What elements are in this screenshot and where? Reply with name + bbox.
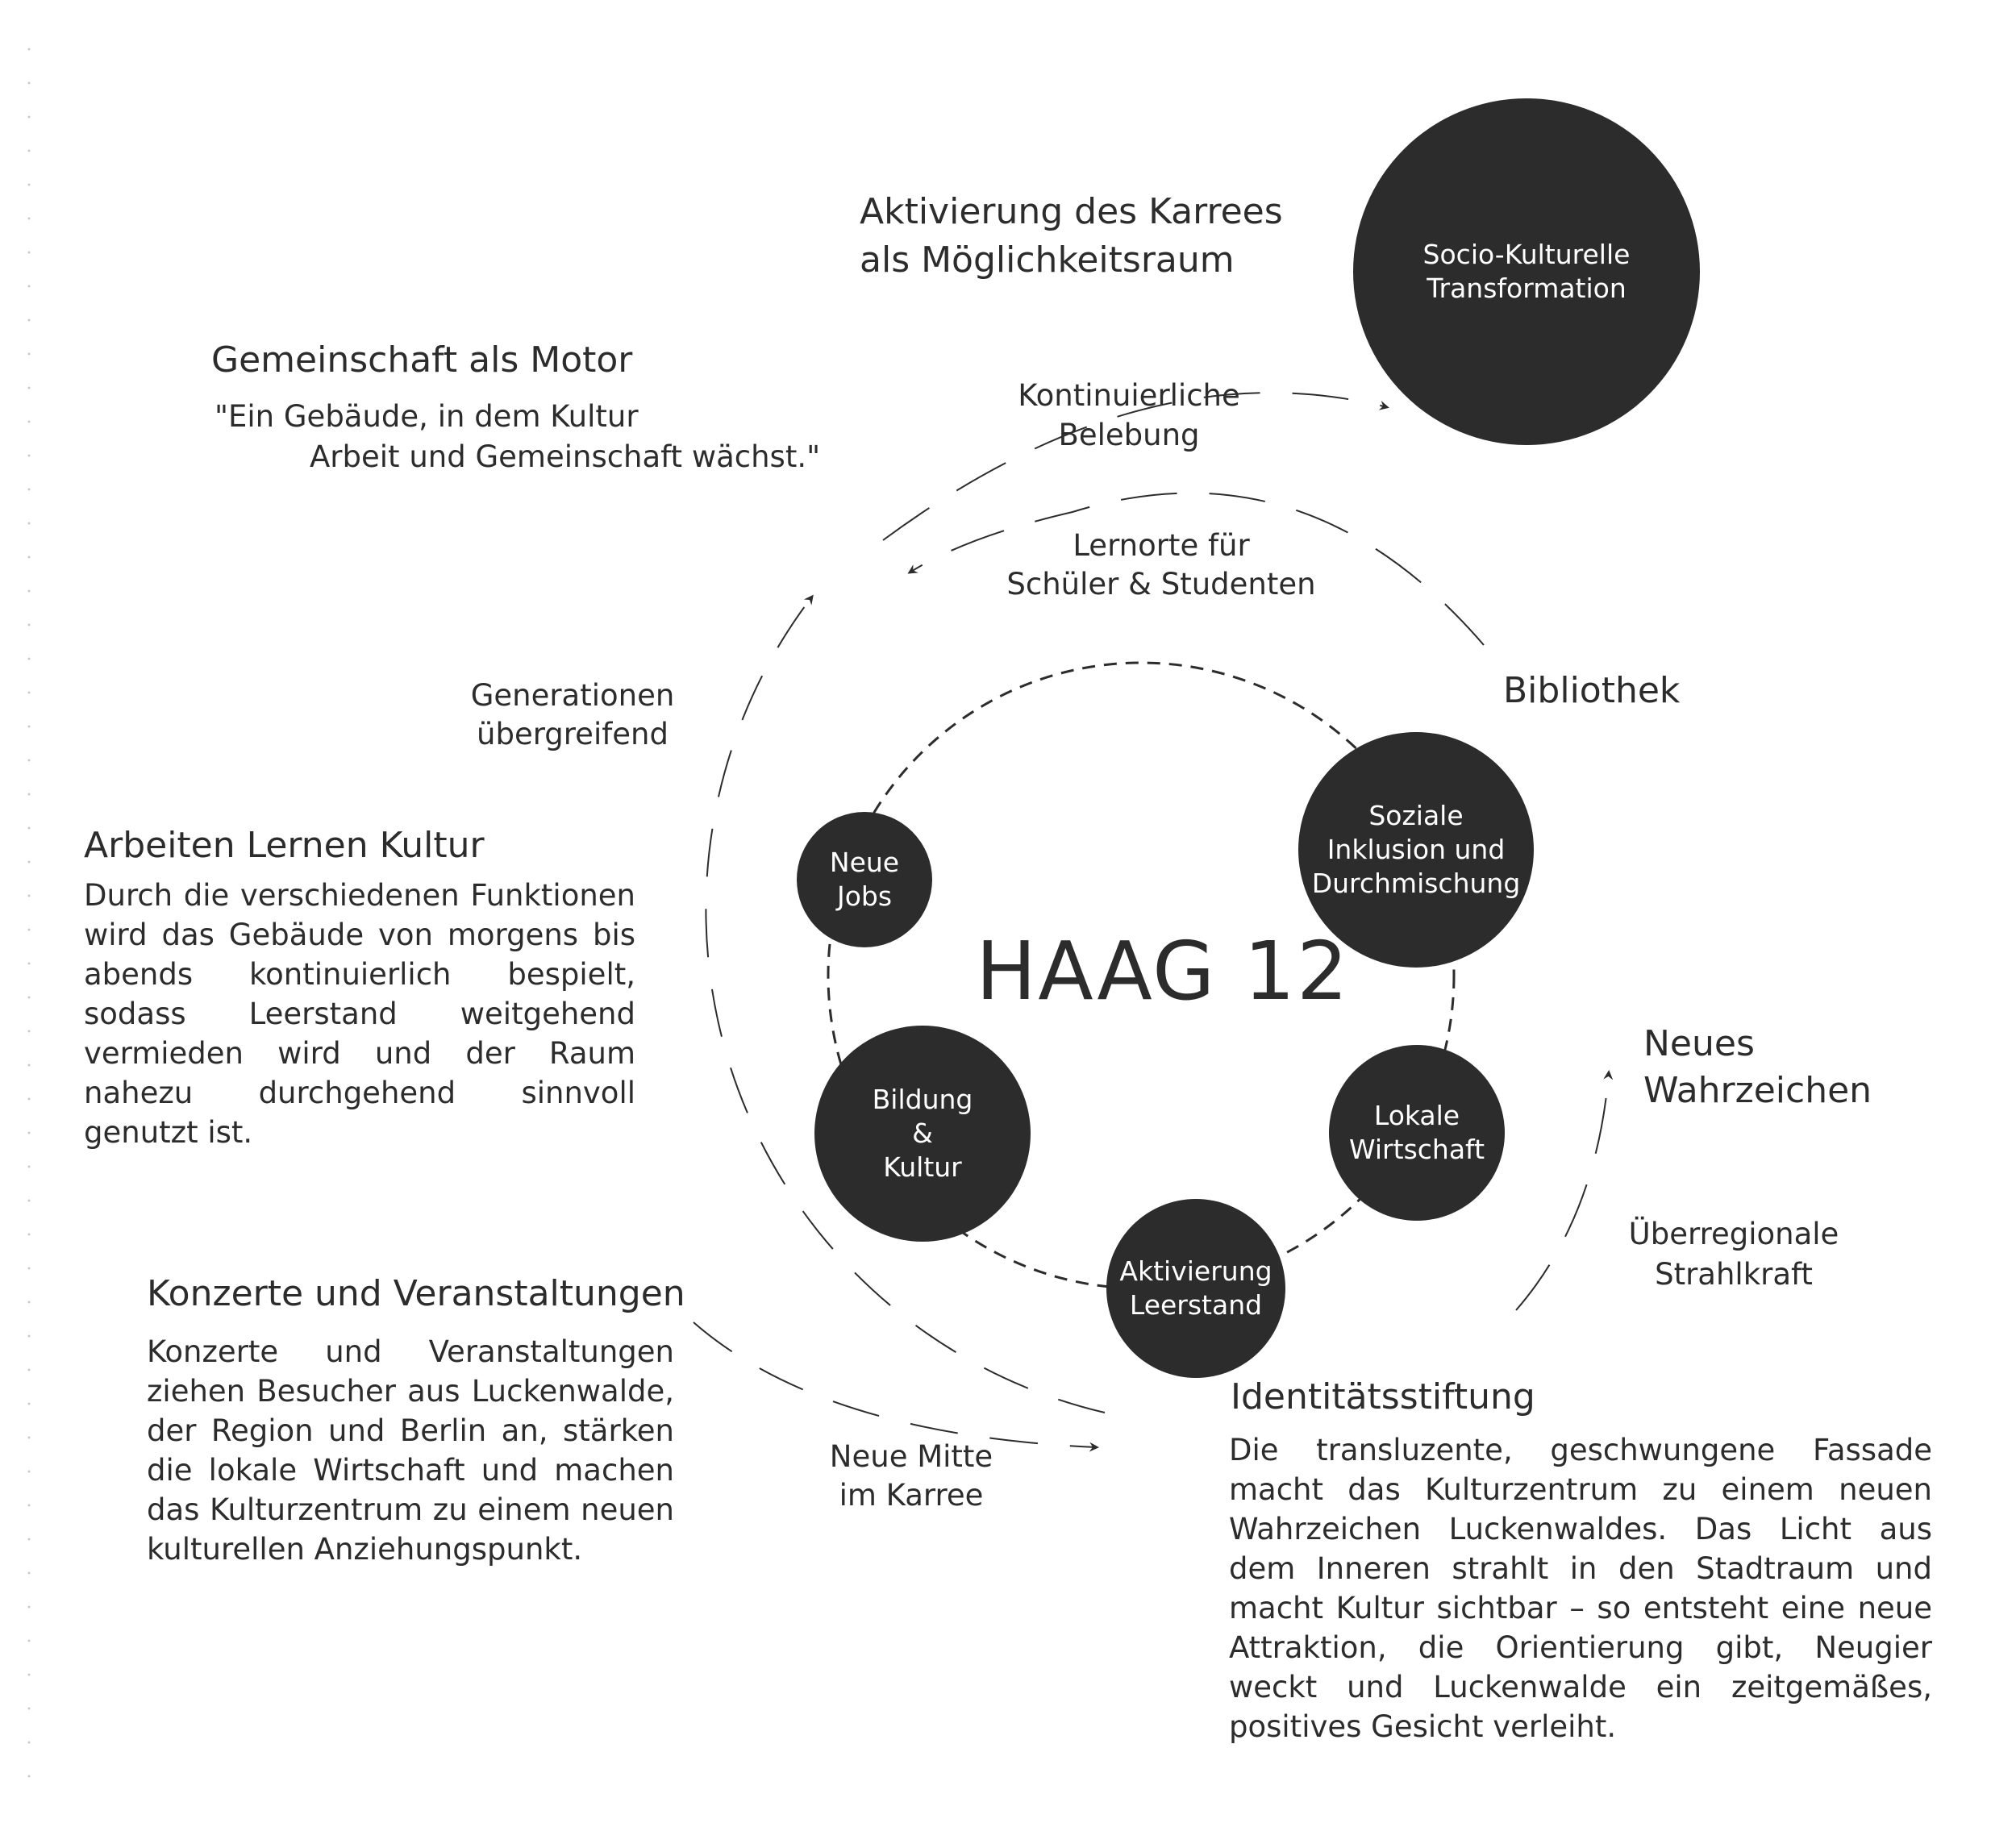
label-ueberregional-2: Strahlkraft (1655, 1257, 1813, 1292)
label-neue-mitte-1: Neue Mitte (829, 1439, 993, 1474)
node-aktivierung-leerstand (1106, 1199, 1285, 1378)
heading-bibliothek: Bibliothek (1503, 670, 1681, 711)
label-ueberregional-1: Überregionale (1628, 1217, 1839, 1251)
node-label: Neue Jobs (829, 847, 900, 912)
heading-neues-wahrzeichen-1: Neues (1643, 1023, 1755, 1064)
node-label: Bildung & Kultur (872, 1084, 973, 1183)
heading-aktivierung-karree-1: Aktivierung des Karrees (860, 191, 1283, 232)
heading-aktivierung-karree-2: als Möglichkeitsraum (860, 239, 1235, 281)
quote-line-2: Arbeit und Gemeinschaft wächst." (310, 439, 821, 474)
outer-arc-bottom (694, 1322, 1097, 1447)
label-lernorte-1: Lernorte für (1073, 528, 1250, 563)
heading-neues-wahrzeichen-2: Wahrzeichen (1643, 1070, 1872, 1111)
label-generationen-1: Generationen (470, 678, 675, 713)
paragraph-identitaet: Die transluzente, geschwungene Fassade macht das Kulturzentrum zu einem neuen Wahrzeichen Luckenwaldes. Das Licht aus dem Inneren strahlt in den Stadtraum und macht Kultur sichtbar – so entsteht eine neue Attraktion, die Orientierung gibt, Neugier weckt und Luckenwalde ein zeitgemäßes, positives Gesicht verleiht. (1229, 1433, 1932, 1744)
paragraph-arbeiten: Durch die verschiedenen Funktionen wird das Gebäude von morgens bis abends kontinuierlich bespielt, sodass Leerstand weitgehend vermieden wird und der Raum nahezu durchgehend sinnvoll genutzt ist. (84, 878, 635, 1150)
heading-identitaet: Identitätsstiftung (1231, 1376, 1535, 1417)
node-label: Lokale Wirtschaft (1348, 1100, 1485, 1165)
node-socio-kulturelle-transformation (1353, 98, 1700, 445)
label-neue-mitte-2: im Karree (839, 1478, 984, 1513)
paragraph-konzerte: Konzerte und Veranstaltungen ziehen Besucher aus Luckenwalde, der Region und Berlin an, stärken die lokale Wirtschaft und machen das Kulturzentrum zu einem neuen kulturellen Anziehungspunkt. (147, 1334, 674, 1567)
label-generationen-2: übergreifend (477, 717, 669, 751)
heading-arbeiten: Arbeiten Lernen Kultur (84, 825, 485, 866)
center-title: HAAG 12 (976, 924, 1350, 1018)
label-kontinuierliche-2: Belebung (1058, 418, 1200, 452)
heading-konzerte: Konzerte und Veranstaltungen (147, 1273, 685, 1314)
quote-line-1: "Ein Gebäude, in dem Kultur (215, 399, 639, 434)
label-lernorte-2: Schüler & Studenten (1006, 567, 1316, 601)
node-lokale-wirtschaft (1329, 1045, 1505, 1221)
node-label: Aktivierung Leerstand (1119, 1255, 1272, 1321)
node-label: Soziale Inklusion und Durchmischung (1311, 800, 1521, 899)
node-bildung-kultur (814, 1026, 1031, 1242)
node-label: Socio-Kulturelle Transformation (1422, 239, 1631, 304)
arc-ueberregional (1516, 1072, 1609, 1310)
node-neue-jobs (797, 812, 932, 947)
heading-gemeinschaft: Gemeinschaft als Motor (211, 339, 633, 381)
label-kontinuierliche-1: Kontinuierliche (1018, 378, 1240, 413)
